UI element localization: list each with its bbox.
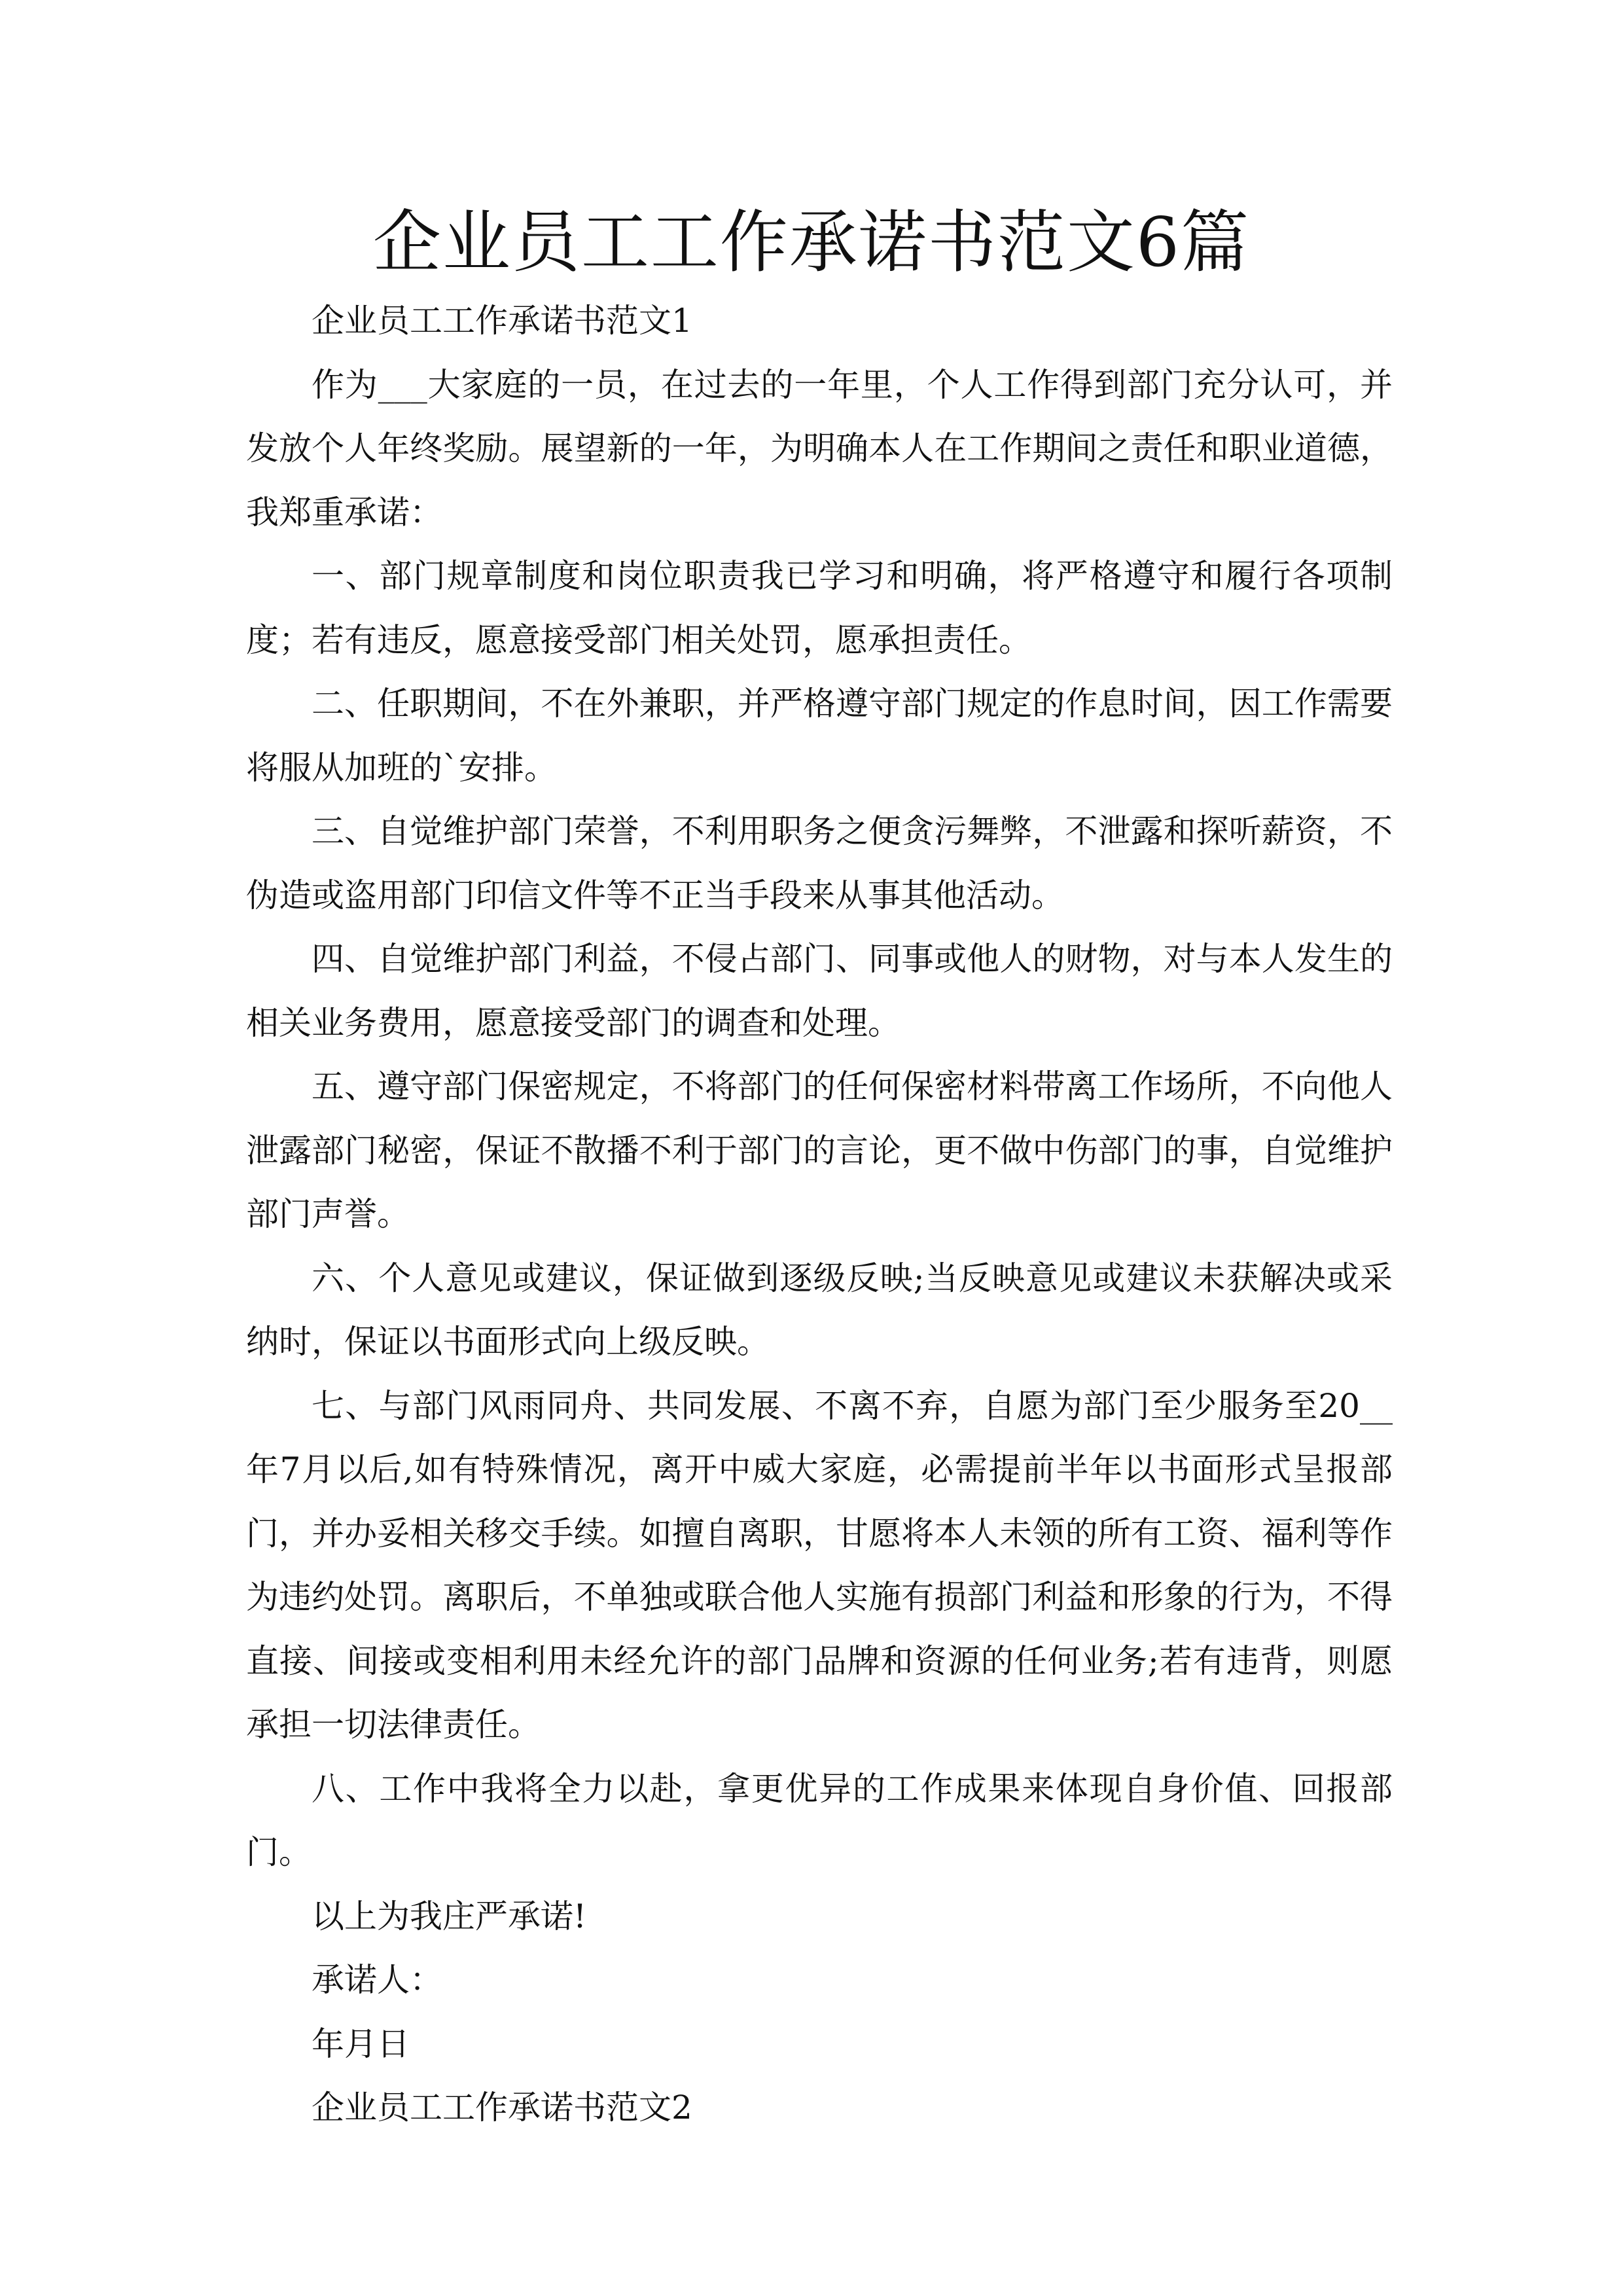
section-heading-2: 企业员工工作承诺书范文2 — [312, 2089, 692, 2126]
intro-paragraph: 作为___大家庭的一员，在过去的一年里，个人工作得到部门充分认可，并发放个人年终奖励。展望新的一年，为明确本人在工作期间之责任和职业道德，我郑重承诺： — [246, 365, 1393, 531]
document-body — [246, 289, 1393, 2140]
document-title: 企业员工工作承诺书范文6篇 — [372, 202, 1251, 282]
date-label: 年月日 — [312, 2024, 410, 2063]
commitment-item-7: 七、与部门风雨同舟、共同发展、不离不弃，自愿为部门至少服务至20__年7月以后,如有特殊情况，离开中威大家庭，必需提前半年以书面形式呈报部门，并办妥相关移交手续。如擅自离职，甘愿将本人未领的所有工资、福利等作为违约处罚。离职后，不单独或联合他人实施有损部门利益和形象的行为，不得直接、间接或变相利用未经允许的部门品牌和资源的任何业务;若有违背，则愿承担一切法律责任。 — [246, 1386, 1393, 1744]
section-heading-1: 企业员工工作承诺书范文1 — [312, 302, 692, 340]
commitment-item-1: 一、部门规章制度和岗位职责我已学习和明确，将严格遵守和履行各项制度；若有违反，愿意接受部门相关处罚，愿承担责任。 — [246, 557, 1393, 659]
commitment-item-6: 六、个人意见或建议，保证做到逐级反映;当反映意见或建议未获解决或采纳时，保证以书面形式向上级反映。 — [246, 1259, 1393, 1361]
closing-statement: 以上为我庄严承诺! — [312, 1897, 587, 1935]
commitment-item-8: 八、工作中我将全力以赴，拿更优异的工作成果来体现自身价值、回报部门。 — [246, 1769, 1393, 1871]
commitment-item-2: 二、任职期间，不在外兼职，并严格遵守部门规定的作息时间，因工作需要将服从加班的`安排。 — [246, 685, 1393, 787]
commitment-item-3: 三、自觉维护部门荣誉，不利用职务之便贪污舞弊，不泄露和探听薪资，不伪造或盗用部门印信文件等不正当手段来从事其他活动。 — [246, 812, 1393, 914]
commitment-item-5: 五、遵守部门保密规定，不将部门的任何保密材料带离工作场所，不向他人泄露部门秘密，保证不散播不利于部门的言论，更不做中伤部门的事，自觉维护部门声誉。 — [246, 1067, 1393, 1233]
commitment-item-4: 四、自觉维护部门利益，不侵占部门、同事或他人的财物，对与本人发生的相关业务费用，愿意接受部门的调查和处理。 — [246, 940, 1393, 1042]
signer-label: 承诺人： — [312, 1961, 442, 1999]
